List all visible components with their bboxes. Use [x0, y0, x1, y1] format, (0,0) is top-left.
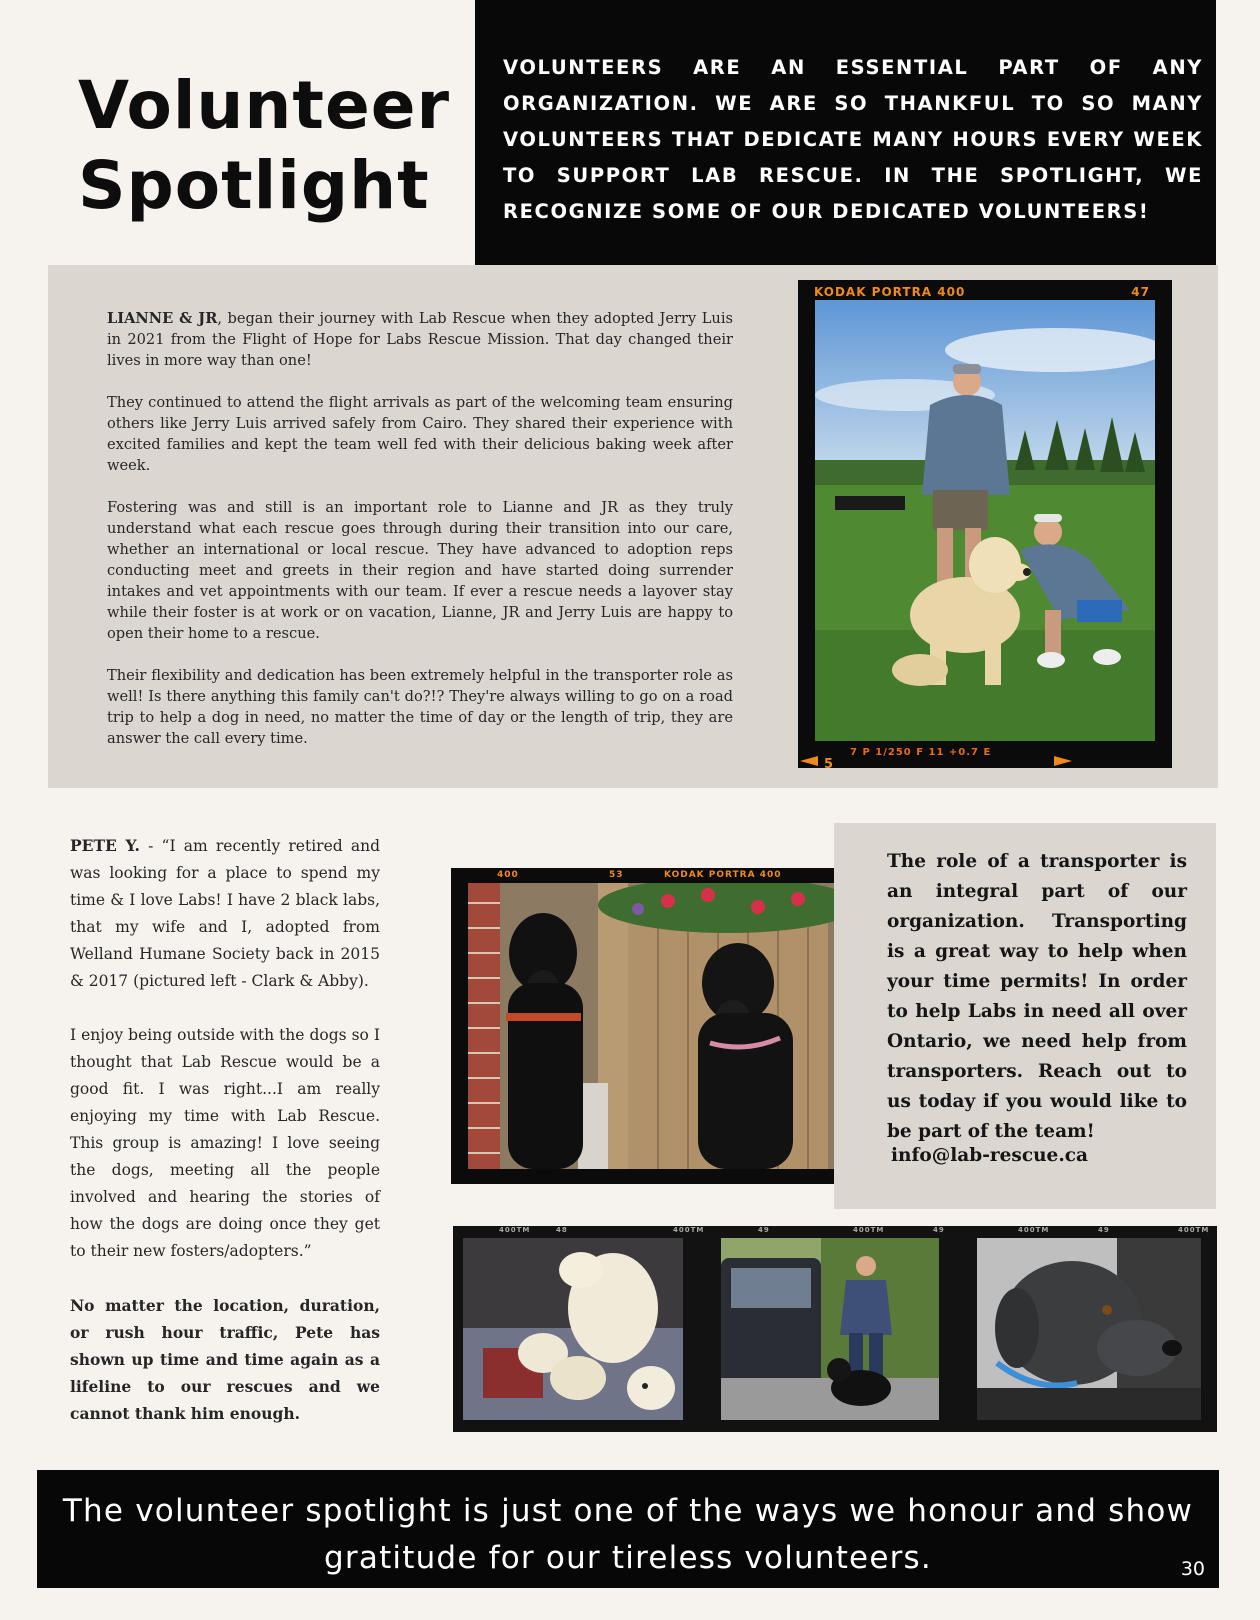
footer-banner — [37, 1470, 1219, 1588]
lianne-paragraph-1 — [107, 308, 733, 371]
strip-label: 400TM — [1018, 1226, 1050, 1234]
pete-dogs-photo-frame — [451, 868, 875, 1184]
intro-banner — [475, 0, 1216, 265]
lianne-paragraph-4: Their flexibility and dedication has been extremely helpful in the transporter role as well! Is there anything this family can't do?!? They're always willing to go on a road trip to help a dog in need, no matter the time of day or the length of trip, they are answer the call every time. — [107, 667, 733, 747]
film-arrow-icon — [800, 756, 820, 766]
strip-label: 49 — [1098, 1226, 1110, 1234]
film-frame-number: 47 — [1131, 285, 1150, 299]
page-number: 30 — [1180, 1558, 1205, 1580]
lianne-photo-frame — [798, 280, 1172, 772]
title-line-2: Spotlight — [78, 147, 430, 224]
strip-label: 49 — [933, 1226, 945, 1234]
film-arrow-icon — [1054, 756, 1074, 766]
lianne-name: LIANNE & JR — [107, 310, 218, 327]
photo-illustration — [815, 300, 1155, 741]
lianne-paragraph-3: Fostering was and still is an important role to Lianne and JR as they truly understand what each rescue goes through during their transition into our care, whether an international or local rescue. They have advanced to adoption reps conducting meet and greets in their region and have started doing surrender intakes and vet appointments with our team. If ever a rescue needs a layover stay while their foster is at work or on vacation, Lianne, JR and Jerry Luis are happy to open their home to a rescue. — [107, 499, 733, 642]
pete-article — [70, 832, 380, 1454]
photo-illustration — [721, 1238, 939, 1420]
transporter-callout — [834, 823, 1216, 1209]
film-bottom-frame-number: 5 — [824, 757, 835, 772]
lianne-paragraph-2: They continued to attend the flight arrivals as part of the welcoming team ensuring others like Jerry Luis arrived safely from Cairo. They shared their experience with excited families and kept the team well fed with their delicious baking week after week. — [107, 394, 733, 474]
pete-paragraph-1 — [70, 832, 380, 995]
transporter-text: The role of a transporter is an integral part of our organization. Transporting is a great way to help when your time permits! In order to help Labs in need all over Ontario, we need help from transporters. Reach out to us today if you would like to be part of the team! — [887, 851, 1187, 1142]
pete-with-dog-photo — [721, 1238, 939, 1420]
pete-name: PETE Y. — [70, 836, 140, 855]
title-line-1: Volunteer — [78, 67, 451, 144]
film-brand-label: KODAK PORTRA 400 — [814, 285, 966, 299]
strip-label: 400TM — [499, 1226, 531, 1234]
dog-in-car-photo — [977, 1238, 1201, 1420]
film-exposure-info: 7 P 1/250 F 11 +0.7 E — [850, 747, 992, 758]
intro-text: VOLUNTEERS ARE AN ESSENTIAL PART OF ANY ORGANIZATION. WE ARE SO THANKFUL TO SO MANY VOLUNTEERS THAT DEDICATE MANY HOURS EVERY WEEK TO SUPPORT LAB RESCUE. IN THE SPOTLIGHT, WE RECOGNIZE SOME OF OUR DEDICATED VOLUNTEERS! — [503, 56, 1203, 223]
film-iso-label: 400 — [497, 870, 519, 880]
pete-paragraph-2: I enjoy being outside with the dogs so I thought that Lab Rescue would be a good fit. I was right...I am really enjoying my time with Lab Rescue. This group is amazing! I love seeing the dogs, meeting all the people involved and hearing the stories of how the dogs are doing once they get to their new fosters/adopters.” — [70, 1026, 380, 1260]
lianne-article — [107, 308, 733, 770]
lianne-jr-dog-photo — [815, 300, 1155, 741]
lianne-paragraph-1-text: , began their journey with Lab Rescue when they adopted Jerry Luis in 2021 from the Flight of Hope for Labs Rescue Mission. That day changed their lives in more way than one! — [107, 310, 733, 369]
footer-text: The volunteer spotlight is just one of the ways we honour and show gratitude for our tireless volunteers. — [62, 1493, 1194, 1576]
pete-paragraph-1-text: - “I am recently retired and was looking for a place to spend my time & I love Labs! I have 2 black labs, that my wife and I, adopted from Welland Humane Society back in 2015 & 2017 (pictured left - Clark & Abby). — [70, 837, 380, 990]
puppies-in-car-photo — [463, 1238, 683, 1420]
clark-abby-photo — [468, 883, 858, 1169]
strip-label: 400TM — [673, 1226, 705, 1234]
strip-label: 400TM — [853, 1226, 885, 1234]
contact-email-link[interactable]: info@lab-rescue.ca — [891, 1145, 1089, 1166]
photo-illustration — [468, 883, 858, 1169]
transporter-photo-strip — [453, 1226, 1217, 1432]
strip-edge-labels — [453, 1226, 1217, 1238]
film-frame-number: 53 — [609, 870, 624, 880]
photo-illustration — [977, 1238, 1201, 1420]
strip-label: 49 — [758, 1226, 770, 1234]
pete-closing: No matter the location, duration, or rush hour traffic, Pete has shown up time and time again as a lifeline to our rescues and we cannot thank him enough. — [70, 1296, 380, 1423]
strip-label: 400TM — [1178, 1226, 1210, 1234]
page-title — [78, 66, 458, 226]
photo-illustration — [463, 1238, 683, 1420]
strip-label: 48 — [556, 1226, 568, 1234]
film-brand-label: KODAK PORTRA 400 — [664, 870, 782, 880]
